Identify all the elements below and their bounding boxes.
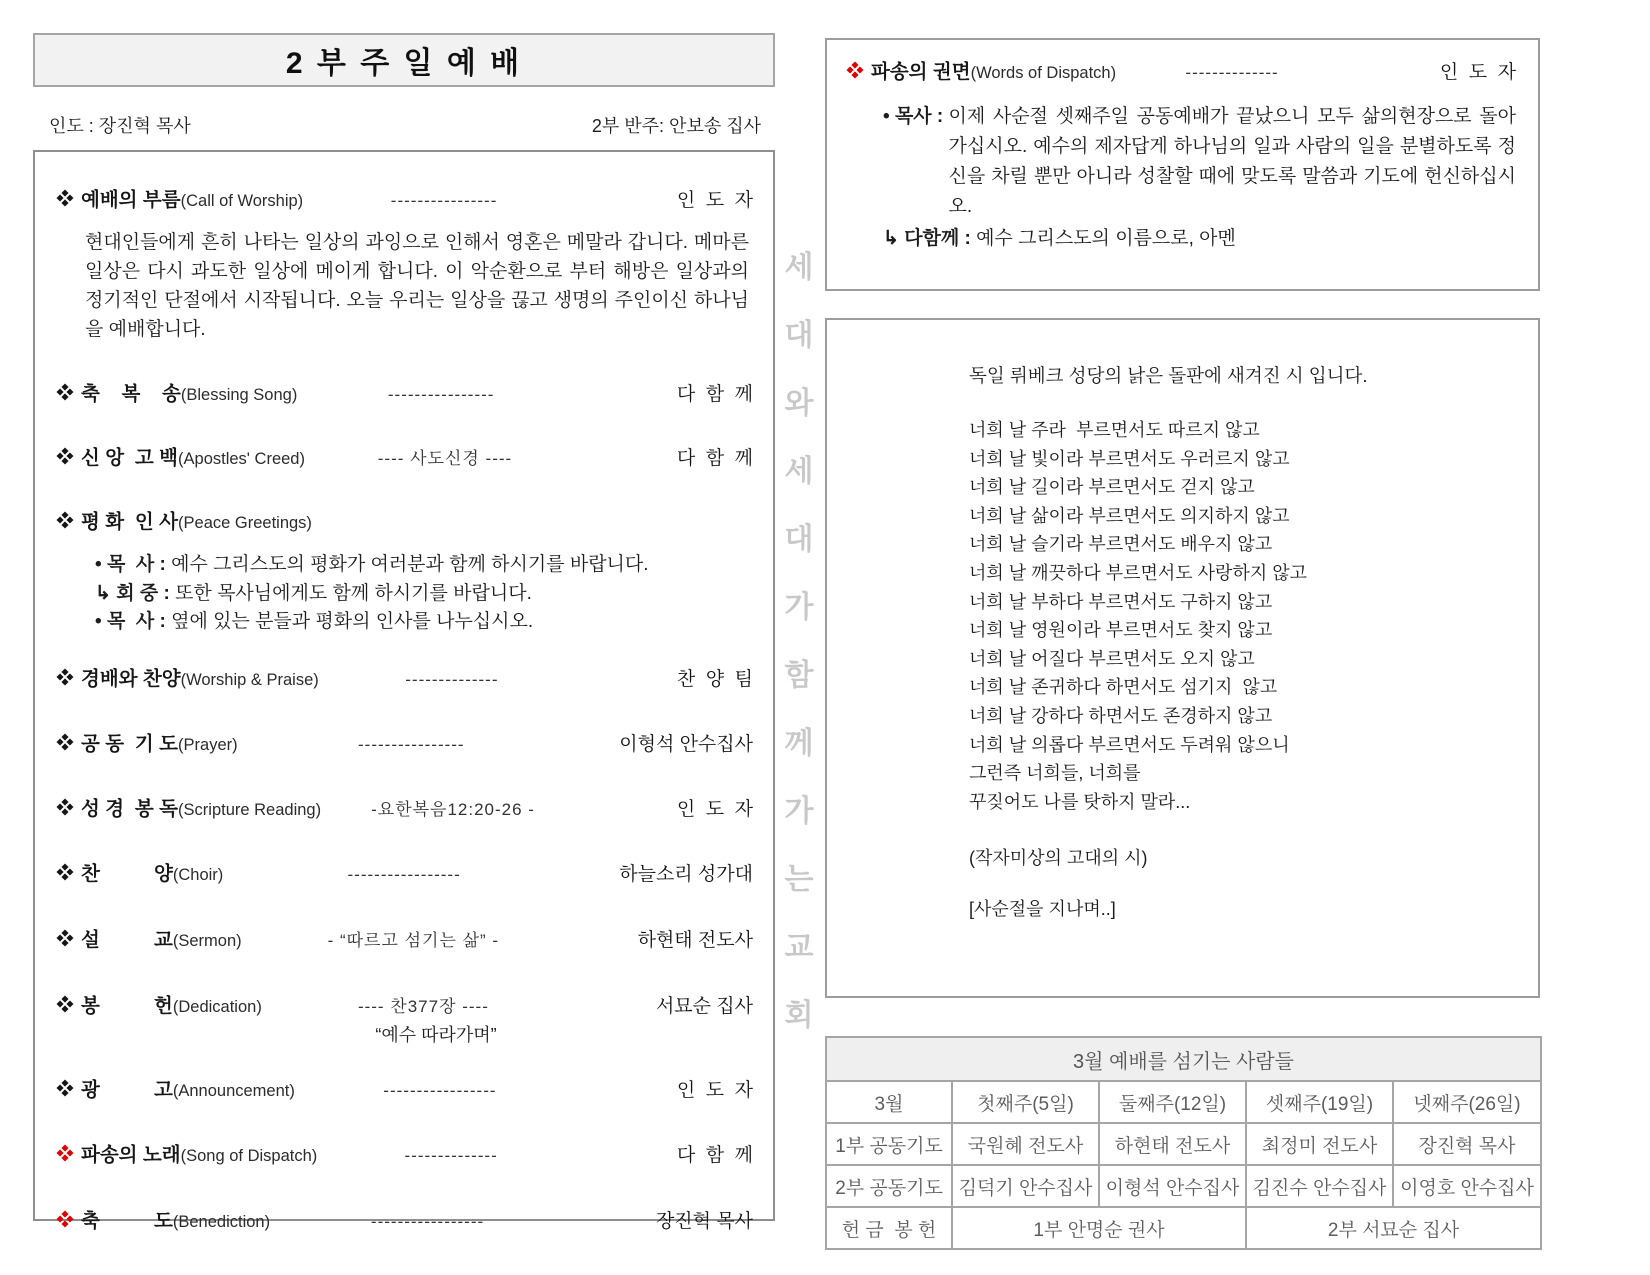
poem-line: 꾸짖어도 나를 탓하지 말라... (969, 791, 1191, 812)
item-performer: 인 도 자 (1439, 62, 1516, 83)
item-label: 설 교 (81, 928, 173, 951)
service-accompanist: 2부 반주: 안보송 집사 (591, 116, 761, 136)
item-label-en: (Choir) (172, 865, 224, 884)
diamond-icon (57, 448, 74, 465)
item-label: 신 앙 고 백 (81, 447, 179, 469)
item-label: 파송의 권면 (871, 61, 971, 83)
call-of-worship-note: 현대인들에게 흔히 나타는 일상의 과잉으로 인해서 영혼은 메말라 갑니다. 메마른 일상은 다시 과도한 일상에 메이게 합니다. 이 악순환으로 부터 해방은 일상과의 정기적인 단절에서 시작됩니다. 오늘 우리는 일상을 끊고 생명의 주인이신 하나님을 예배합니다. (85, 232, 749, 340)
diamond-icon (57, 384, 74, 401)
slogan-char: 가 (784, 795, 814, 828)
poem-line: 너희 날 어질다 부르면서도 오지 않고 (969, 648, 1255, 669)
item-performer: 인 도 자 (676, 1079, 753, 1101)
dialogue-text: 이제 사순절 셋째주일 공동예배가 끝났으니 모두 삶의현장으로 돌아가십시오. 예수의 제자답게 하나님의 일과 사람의 일을 분별하도록 정신을 차릴 뿐만 아니라 성찰할 때에 맞도록 말씀과 기도에 헌신하십시오. (948, 106, 1516, 217)
poem-line: 그런즉 너희들, 너희를 (969, 763, 1141, 784)
item-performer: 다 함 께 (676, 1144, 753, 1166)
table-row (826, 1123, 1541, 1165)
poem-lines (969, 416, 1510, 816)
dialogue-line (95, 580, 753, 609)
item-passage: -요한복음12:20-26 - (371, 799, 535, 819)
diamond-icon-red (847, 62, 864, 79)
poem-credit: (작자미상의 고대의 시) (969, 848, 1148, 869)
poem-box (825, 318, 1540, 998)
item-dashes: ----------------- (370, 1211, 485, 1231)
service-title: 2 부 주 일 예 배 (285, 47, 523, 80)
item-label-en: (Benediction) (172, 1212, 271, 1231)
table-cell: 헌 금 봉 헌 (826, 1207, 952, 1249)
item-performer: 찬 양 팀 (676, 668, 753, 690)
item-label: 공 동 기 도 (81, 732, 179, 755)
poem-line: 너희 날 주라 부르면서도 따르지 않고 (969, 420, 1260, 440)
table-cell: 김덕기 안수집사 (952, 1165, 1099, 1207)
item-dashes: ---- 사도신경 ---- (377, 449, 513, 468)
vertical-slogan (776, 230, 822, 1046)
item-performer: 인 도 자 (676, 190, 753, 211)
item-label-en: (Blessing Song) (180, 386, 298, 404)
service-leader: 인도 : 장진혁 목사 (49, 116, 191, 136)
table-cell: 이영호 안수집사 (1393, 1165, 1541, 1207)
dialogue-prefix: • 목사 : (883, 106, 949, 127)
dispatch-all-line (883, 224, 1516, 254)
peace-greetings-dialogue (95, 551, 753, 637)
diamond-icon (57, 798, 74, 815)
slogan-char: 회 (784, 999, 814, 1032)
dialogue-prefix: ↳ 다함께 : (883, 228, 977, 249)
poem-line: 너희 날 길이라 부르면서도 걷지 않고 (969, 477, 1255, 498)
slogan-char: 대 (784, 319, 814, 352)
dialogue-prefix: ↳ 회 중 : (95, 582, 176, 604)
poem-line: 너희 날 의롭다 부르면서도 두려워 않으니 (969, 734, 1290, 755)
item-dashes: -------------- (1185, 63, 1279, 82)
item-label-en: (Song of Dispatch) (180, 1146, 318, 1165)
item-performer: 인 도 자 (676, 798, 753, 820)
item-label: 봉 헌 (81, 994, 173, 1017)
item-label: 광 고 (81, 1078, 173, 1101)
service-item-worship-praise (59, 663, 753, 691)
service-item-sermon (59, 924, 753, 952)
table-cell: 김진수 안수집사 (1246, 1165, 1393, 1207)
item-label: 찬 양 (81, 862, 173, 885)
item-dashes: ---------------- (387, 385, 495, 404)
item-label: 축 복 송 (81, 383, 181, 405)
dialogue-prefix: • 목 사 : (95, 611, 172, 632)
diamond-icon (57, 190, 74, 207)
item-label-en: (Scripture Reading) (178, 800, 322, 819)
table-title-row (826, 1037, 1541, 1081)
diamond-icon (57, 995, 74, 1012)
service-item-apostles-creed (59, 442, 753, 470)
table-header-cell: 셋째주(19일) (1246, 1081, 1393, 1123)
table-header-cell: 넷째주(26일) (1393, 1081, 1541, 1123)
item-label-en: (Announcement) (172, 1081, 295, 1100)
service-item-words-of-dispatch (849, 56, 1516, 84)
diamond-icon (57, 929, 74, 946)
item-dashes: -------------- (404, 1145, 498, 1165)
item-performer: 서묘순 집사 (655, 995, 753, 1017)
sermon-title: - “따르고 섬기는 삶” - (327, 930, 500, 950)
diamond-icon-red (57, 1210, 74, 1227)
slogan-char: 께 (784, 727, 814, 760)
table-header-cell: 3월 (826, 1081, 952, 1123)
item-performer: 장진혁 목사 (655, 1210, 753, 1232)
poem-line: 너희 날 삶이라 부르면서도 의지하지 않고 (969, 505, 1290, 526)
service-item-call-of-worship (59, 184, 753, 212)
left-column (33, 33, 775, 1232)
service-item-choir (59, 858, 753, 886)
table-cell: 1부 안명순 권사 (952, 1207, 1246, 1249)
dialogue-line (95, 608, 753, 637)
slogan-char: 는 (784, 863, 814, 896)
diamond-icon (57, 863, 74, 880)
poem-line: 너희 날 영원이라 부르면서도 찾지 않고 (969, 620, 1273, 641)
table-offering-row (826, 1207, 1541, 1249)
item-performer: 이형석 안수집사 (619, 733, 753, 755)
item-label: 경배와 찬양 (81, 667, 181, 690)
slogan-char: 교 (784, 931, 814, 964)
item-dashes: ---------------- (390, 191, 498, 210)
item-label: 예배의 부름 (81, 189, 181, 211)
item-label-en: (Prayer) (178, 735, 238, 754)
poem-intro: 독일 뤼베크 성당의 낡은 돌판에 새겨진 시 입니다. (969, 365, 1368, 386)
table-cell: 2부 공동기도 (826, 1165, 952, 1207)
item-dashes: -------------- (405, 669, 499, 689)
dialogue-text: 또한 목사님에게도 함께 하시기를 바랍니다. (175, 582, 532, 604)
service-item-announcement (59, 1074, 753, 1102)
service-item-prayer (59, 728, 753, 756)
table-header-row (826, 1081, 1541, 1123)
service-item-peace-greetings (59, 506, 753, 534)
slogan-char: 대 (784, 523, 814, 556)
hymn-title: “예수 따라가며” (375, 1024, 497, 1045)
dialogue-line (95, 551, 753, 580)
table-cell: 2부 서묘순 집사 (1246, 1207, 1541, 1249)
table-title: 3월 예배를 섬기는 사람들 (826, 1037, 1541, 1081)
item-label-en: (Words of Dispatch) (970, 64, 1117, 82)
item-label-en: (Worship & Praise) (180, 670, 319, 689)
dispatch-pastor-line (883, 102, 1516, 222)
service-item-dedication (59, 990, 753, 1045)
slogan-char: 와 (784, 387, 814, 420)
item-performer: 다 함 께 (676, 384, 753, 405)
diamond-icon-red (57, 1144, 74, 1161)
service-item-scripture-reading (59, 793, 753, 821)
item-label-en: (Sermon) (172, 931, 242, 950)
poem-line: 너희 날 존귀하다 하면서도 섬기지 않고 (969, 677, 1278, 698)
diamond-icon (57, 512, 74, 529)
item-label-en: (Dedication) (172, 997, 262, 1016)
slogan-char: 세 (784, 455, 814, 488)
slogan-char: 함 (784, 659, 814, 692)
service-item-benediction (59, 1205, 753, 1233)
table-header-cell: 둘째주(12일) (1099, 1081, 1246, 1123)
service-item-song-of-dispatch (59, 1139, 753, 1167)
table-cell: 최정미 전도사 (1246, 1123, 1393, 1165)
dialogue-text: 옆에 있는 분들과 평화의 인사를 나누십시오. (171, 611, 534, 632)
table-cell: 1부 공동기도 (826, 1123, 952, 1165)
table-cell: 이형석 안수집사 (1099, 1165, 1246, 1207)
poem-line: 너희 날 슬기라 부르면서도 배우지 않고 (969, 534, 1273, 555)
item-label: 축 도 (81, 1209, 173, 1232)
hymn-number: ---- 찬377장 ---- (357, 996, 489, 1016)
item-performer: 다 함 께 (676, 448, 753, 469)
right-column (825, 0, 1540, 1275)
item-label: 파송의 노래 (81, 1143, 181, 1166)
diamond-icon (57, 668, 74, 685)
leader-row (49, 112, 761, 138)
item-label-en: (Peace Greetings) (178, 514, 312, 532)
diamond-icon (57, 1079, 74, 1096)
item-label: 평 화 인 사 (81, 511, 179, 533)
poem-footer: [사순절을 지나며..] (969, 899, 1116, 920)
order-of-worship-box (33, 150, 775, 1232)
table-header-cell: 첫째주(5일) (952, 1081, 1099, 1123)
item-dashes: ----------------- (383, 1080, 497, 1100)
table-row (826, 1165, 1541, 1207)
table-cell: 하현태 전도사 (1099, 1123, 1246, 1165)
dialogue-prefix: • 목 사 : (95, 554, 172, 575)
poem-line: 너희 날 강하다 하면서도 존경하지 않고 (969, 705, 1273, 726)
item-label-en: (Call of Worship) (180, 192, 304, 210)
item-label: 성 경 봉 독 (81, 797, 179, 820)
item-performer: 하현태 전도사 (637, 929, 753, 951)
diamond-icon (57, 733, 74, 750)
serving-people-table (825, 1036, 1542, 1250)
service-title-box (33, 33, 775, 87)
item-performer: 하늘소리 성가대 (619, 863, 753, 885)
dialogue-text: 예수 그리스도의 평화가 여러분과 함께 하시기를 바랍니다. (171, 554, 649, 575)
item-dashes: ----------------- (347, 864, 461, 884)
dialogue-text: 예수 그리스도의 이름으로, 아멘 (976, 228, 1236, 249)
slogan-char: 가 (784, 591, 814, 624)
table-cell: 국원혜 전도사 (952, 1123, 1099, 1165)
item-label-en: (Apostles' Creed) (178, 450, 305, 468)
table-cell: 장진혁 목사 (1393, 1123, 1541, 1165)
item-dashes: ---------------- (358, 734, 465, 754)
words-of-dispatch-box (825, 38, 1540, 291)
slogan-char: 세 (784, 251, 814, 284)
poem-line: 너희 날 빛이라 부르면서도 우러르지 않고 (969, 448, 1290, 469)
poem-line: 너희 날 깨끗하다 부르면서도 사랑하지 않고 (969, 562, 1307, 583)
service-item-blessing-song (59, 378, 753, 406)
poem-line: 너희 날 부하다 부르면서도 구하지 않고 (969, 591, 1273, 612)
